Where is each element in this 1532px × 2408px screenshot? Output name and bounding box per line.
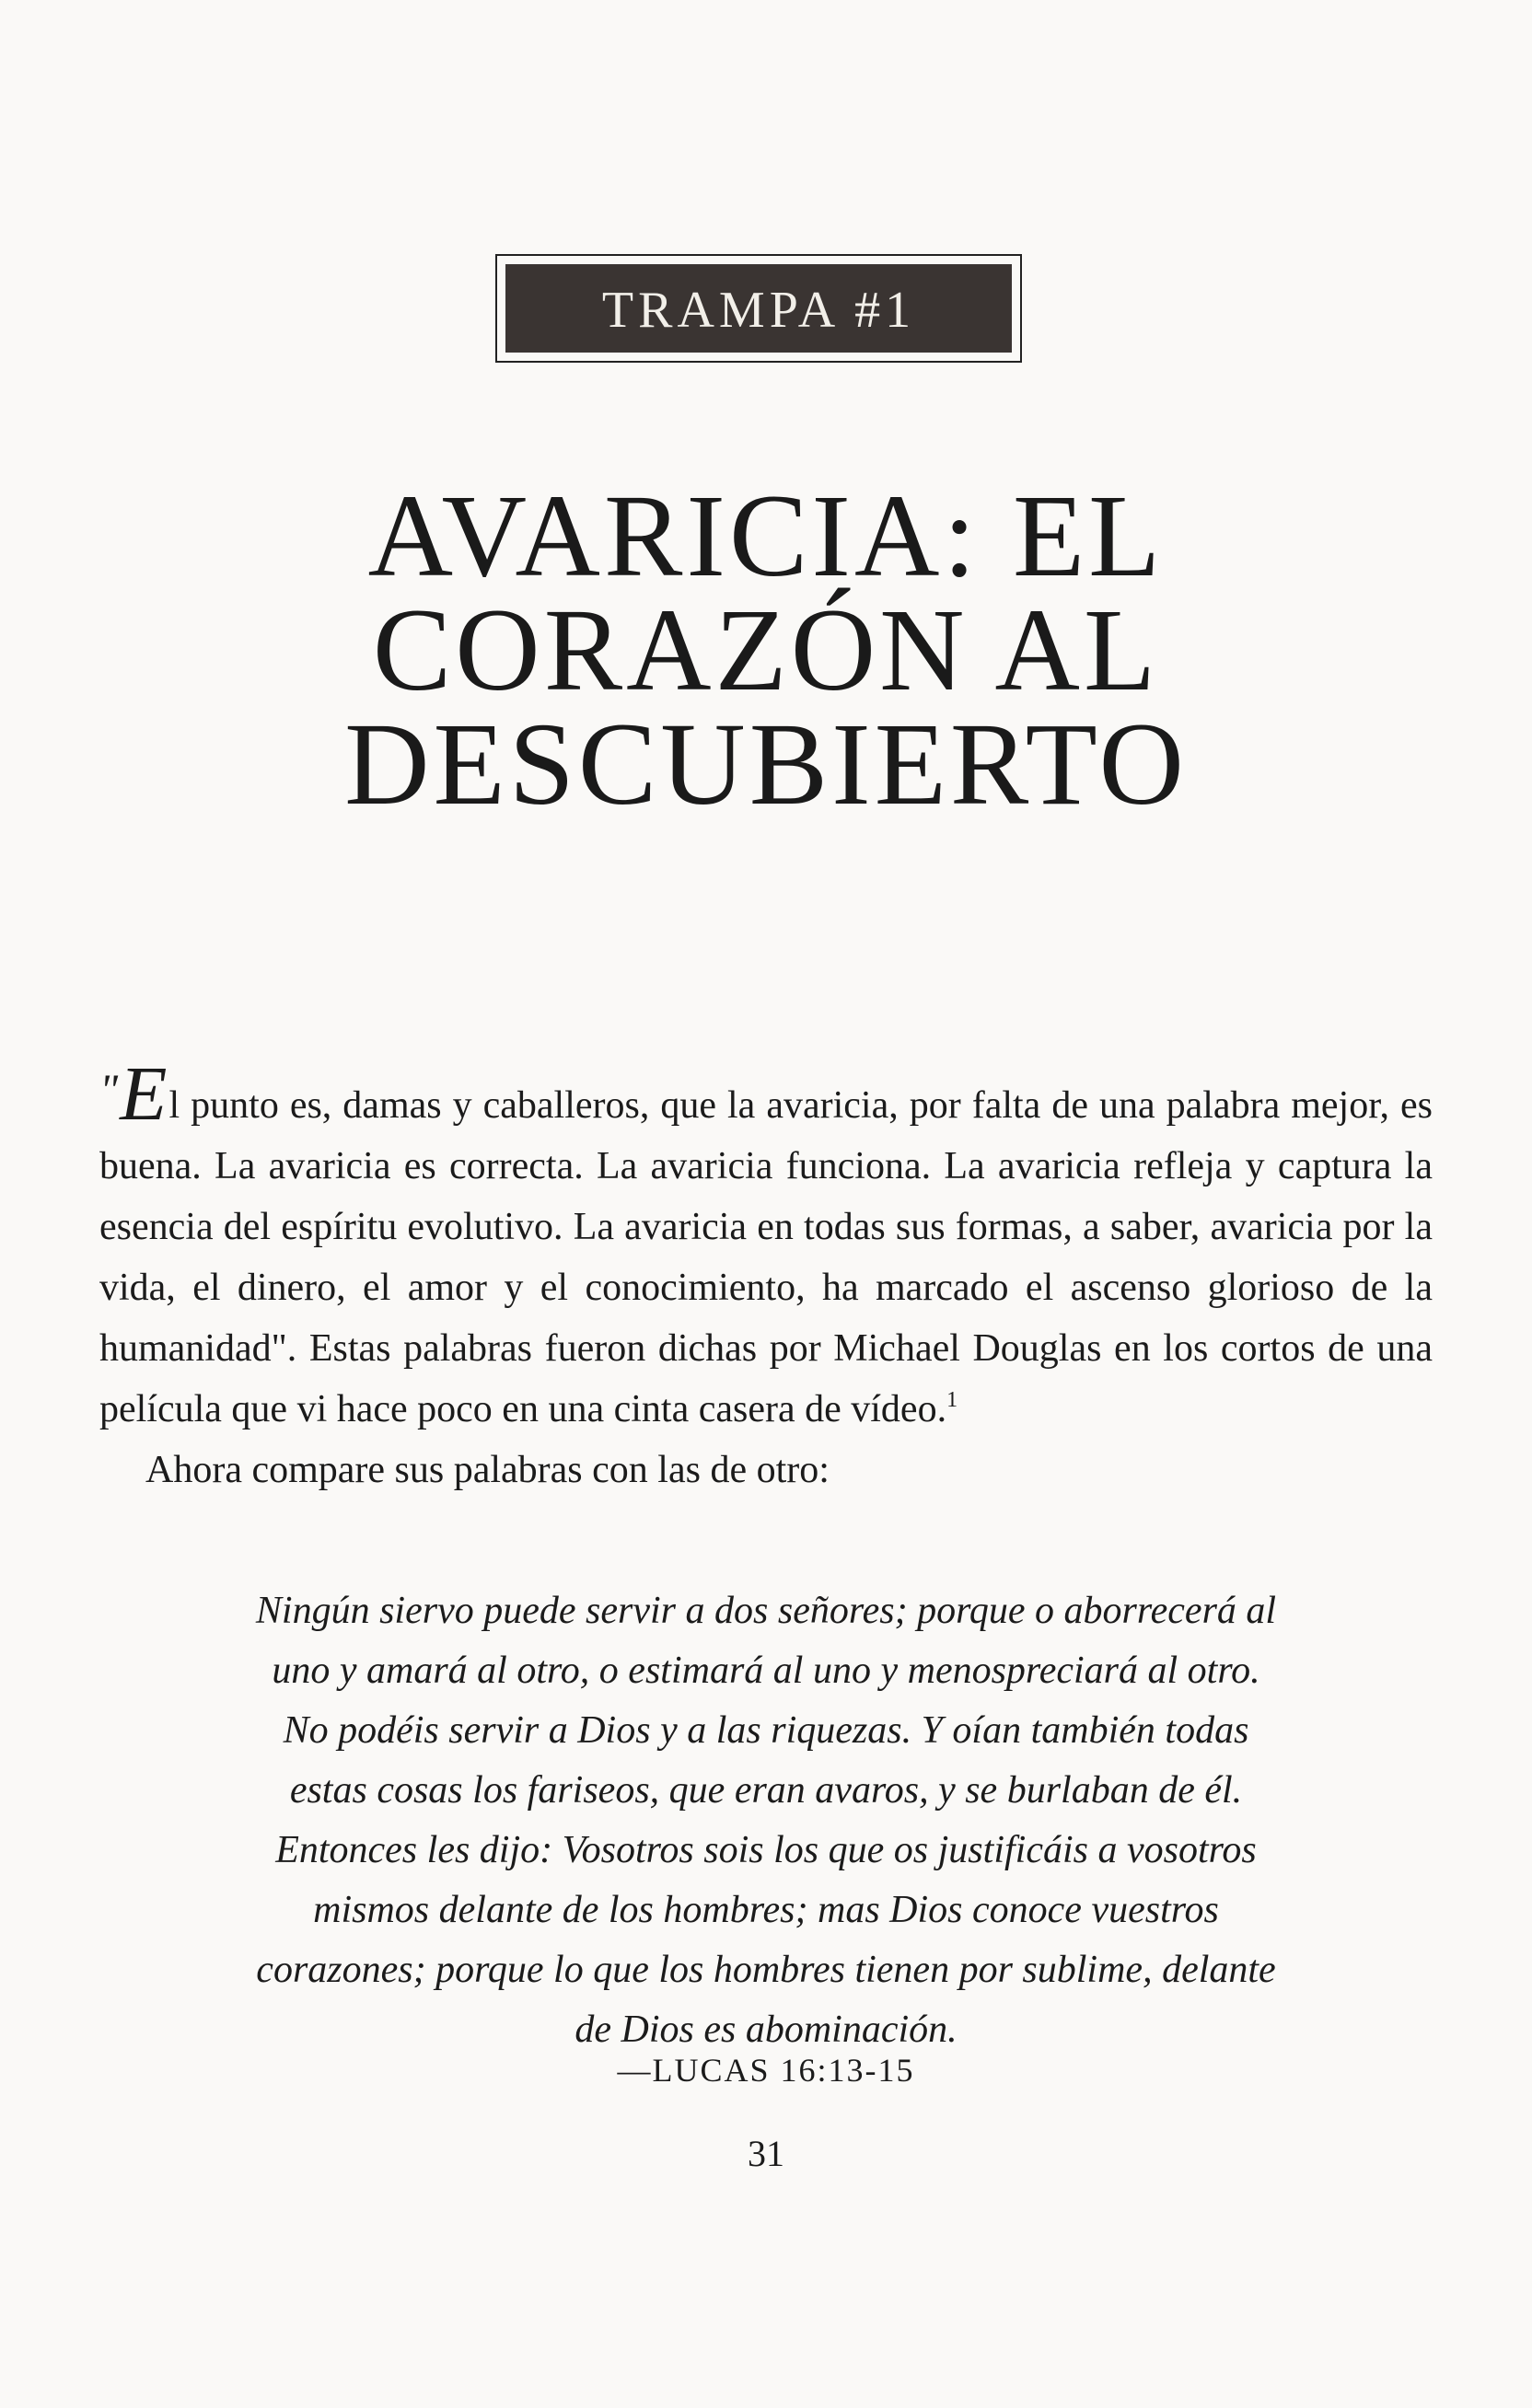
footnote-marker: 1	[946, 1388, 958, 1412]
drop-cap: E	[120, 1051, 168, 1137]
body-text	[99, 1051, 1433, 1500]
second-paragraph: Ahora compare sus palabras con las de otro:	[145, 1449, 830, 1491]
opening-paragraph-text: l punto es, damas y caballeros, que la avaricia, por falta de una palabra mejor, es buena. La avaricia es correcta. La avaricia funciona. La avaricia refleja y captura la esencia del espíritu evolutivo. La avaricia en todas sus formas, a saber, avaricia por la vida, el dinero, el amor y el conocimiento, ha marcado el ascenso glorioso de la humanidad". Estas palabras fueron dichas por Michael Douglas en los cortos de una película que vi hace poco en una cinta casera de vídeo.	[99, 1084, 1433, 1430]
page-number: 31	[748, 2133, 784, 2174]
chapter-label: TRAMPA #1	[601, 282, 916, 339]
chapter-label-box	[495, 254, 1022, 363]
scripture-line: Entonces les dijo: Vosotros sois los que os justificáis a vosotros	[275, 1829, 1257, 1871]
scripture-line: corazones; porque lo que los hombres tienen por sublime, delante	[256, 1949, 1276, 1991]
scripture-line: Ningún siervo puede servir a dos señores; porque o aborrecerá al	[255, 1590, 1277, 1632]
scripture-reference: —LUCAS 16:13-15	[617, 2052, 915, 2089]
chapter-label-band	[505, 264, 1012, 353]
scripture-line: uno y amará al otro, o estimará al uno y menospreciará al otro.	[272, 1650, 1260, 1692]
chapter-title-line: CORAZÓN AL	[372, 585, 1160, 715]
scripture-line: de Dios es abominación.	[574, 2009, 958, 2051]
chapter-title-line: DESCUBIERTO	[344, 699, 1188, 829]
chapter-title-line: AVARICIA: EL	[367, 470, 1165, 601]
scripture-quote	[193, 1581, 1339, 2060]
scripture-line: estas cosas los fariseos, que eran avaros, y se burlaban de él.	[289, 1769, 1243, 1812]
scripture-line: No podéis servir a Dios y a las riquezas. Y oían también todas	[283, 1709, 1249, 1752]
opening-quote-mark: "	[99, 1066, 119, 1115]
scripture-line: mismos delante de los hombres; mas Dios conoce vuestros	[313, 1889, 1219, 1931]
opening-paragraph	[99, 1051, 1433, 1440]
chapter-title	[0, 470, 1532, 829]
